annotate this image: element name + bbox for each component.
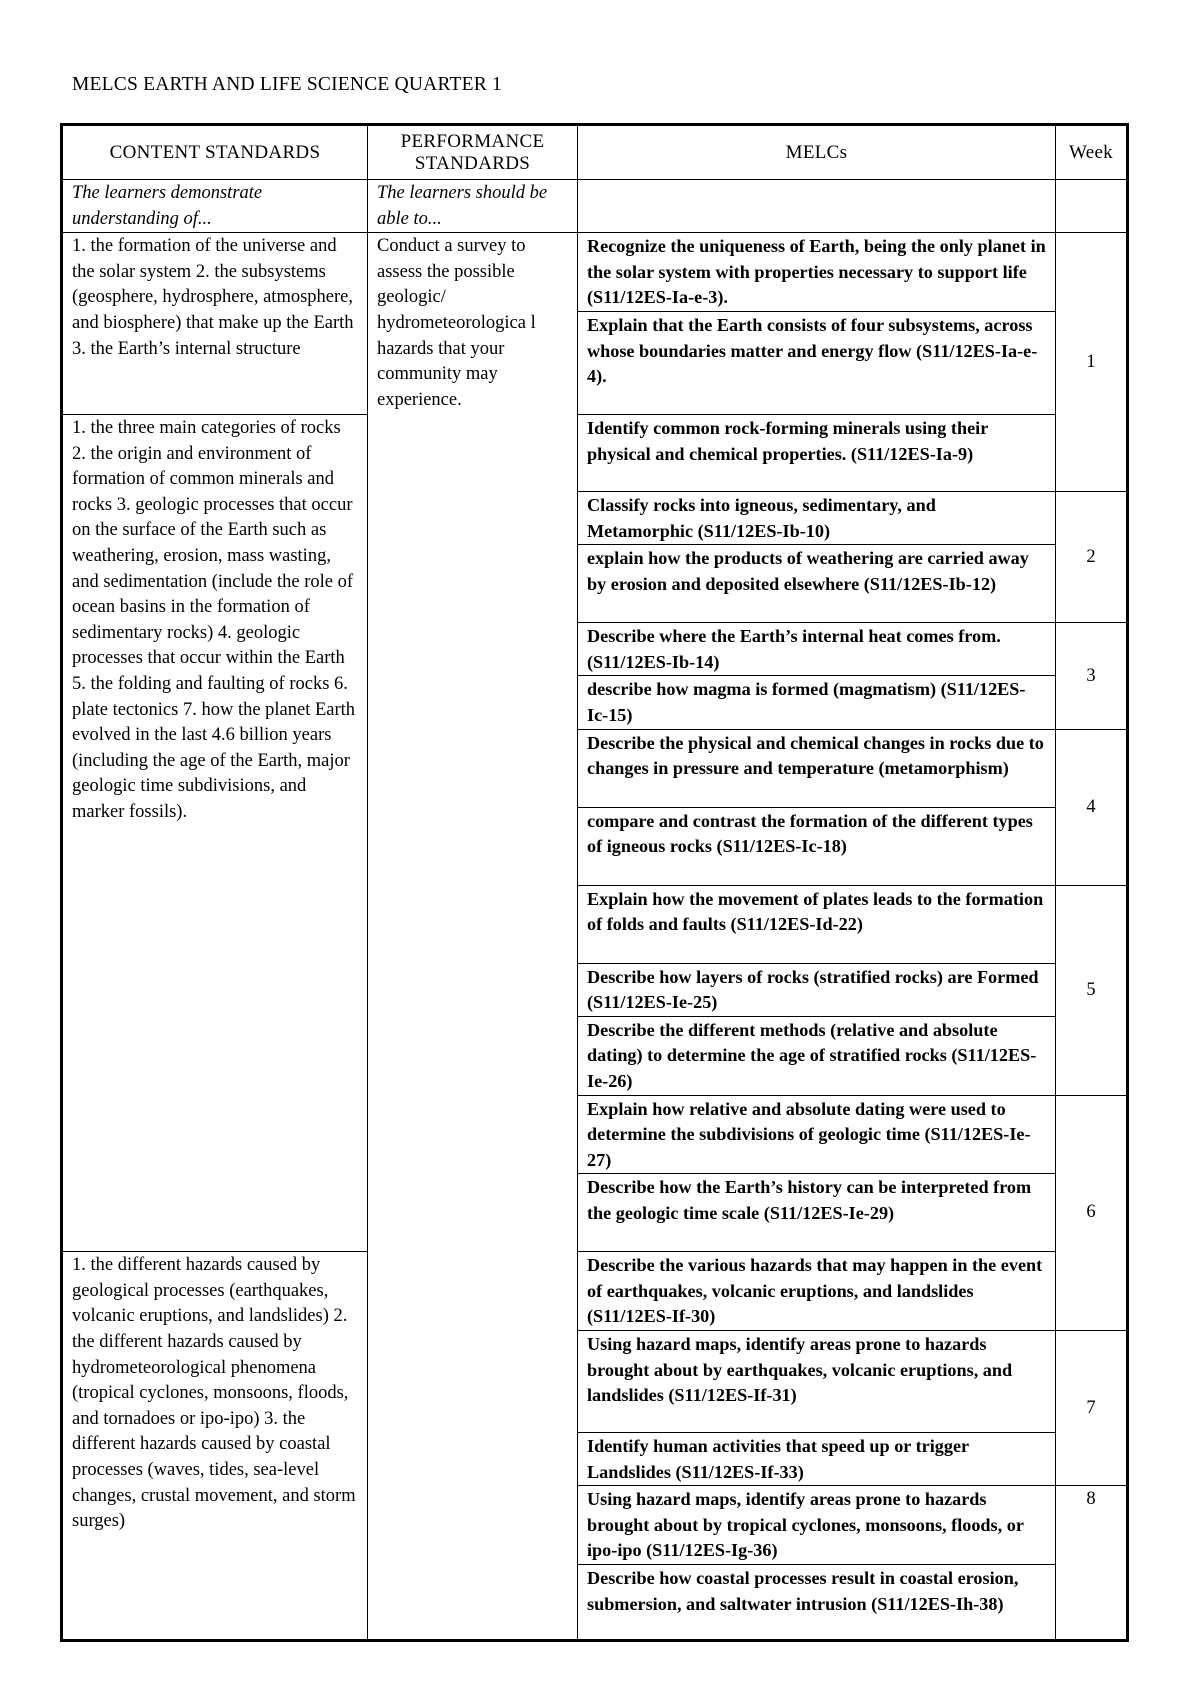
melc-item: Recognize the uniqueness of Earth, being the only planet in the solar system with properties necessary to support life (S11/12ES-Ia-e-3). (578, 233, 1056, 312)
melc-item: Describe how the Earth’s history can be interpreted from the geologic time scale (S11/12ES-Ie-29) (578, 1174, 1056, 1252)
melc-item: Explain how relative and absolute dating were used to determine the subdivisions of geologic time (S11/12ES-Ie-27) (578, 1095, 1056, 1174)
melc-item: Explain that the Earth consists of four subsystems, across whose boundaries matter and energy flow (S11/12ES-Ia-e-4). (578, 311, 1056, 414)
content-intro: The learners demonstrate understanding of... (62, 180, 368, 233)
week-blank (1056, 180, 1128, 233)
melc-item: Using hazard maps, identify areas prone to hazards brought about by earthquakes, volcanic eruptions, and landslides (S11/12ES-If-31) (578, 1331, 1056, 1433)
content-standard-1: 1. the formation of the universe and the solar system 2. the subsystems (geosphere, hydrosphere, atmosphere, and biosphere) that make up the Earth 3. the Earth’s internal structure (62, 233, 368, 415)
content-standard-3: 1. the different hazards caused by geological processes (earthquakes, volcanic eruptions, and landslides) 2. the different hazards caused by hydrometeorological phenomena (tropical cyclones, monsoons, floods, and tornadoes or ipo-ipo) 3. the different hazards caused by coastal processes (waves, tides, sea-level changes, crustal movement, and storm surges) (62, 1252, 368, 1641)
melc-item: Describe how layers of rocks (stratified rocks) are Formed (S11/12ES-Ie-25) (578, 963, 1056, 1016)
week-cell: 8 (1056, 1486, 1128, 1641)
melcs-table (60, 123, 1129, 1642)
melc-item: Describe the different methods (relative and absolute dating) to determine the age of stratified rocks (S11/12ES-Ie-26) (578, 1016, 1056, 1095)
performance-standard: Conduct a survey to assess the possible geologic/ hydrometeorologica l hazards that your community may experience. (368, 233, 578, 1641)
week-cell: 1 (1056, 233, 1128, 492)
header-melcs: MELCs (578, 125, 1056, 180)
melc-item: Describe the physical and chemical changes in rocks due to changes in pressure and temperature (metamorphism) (578, 729, 1056, 807)
week-cell: 3 (1056, 623, 1128, 729)
week-cell: 5 (1056, 885, 1128, 1095)
week-cell: 4 (1056, 729, 1128, 885)
melc-item: describe how magma is formed (magmatism) (S11/12ES-Ic-15) (578, 676, 1056, 729)
header-content-standards: CONTENT STANDARDS (62, 125, 368, 180)
melc-item: Explain how the movement of plates leads to the formation of folds and faults (S11/12ES-Id-22) (578, 885, 1056, 963)
header-performance-standards: PERFORMANCE STANDARDS (368, 125, 578, 180)
performance-intro: The learners should be able to... (368, 180, 578, 233)
header-week: Week (1056, 125, 1128, 180)
content-standard-2: 1. the three main categories of rocks 2. the origin and environment of formation of common minerals and rocks 3. geologic processes that occur on the surface of the Earth such as weathering, erosion, mass wasting, and sedimentation (include the role of ocean basins in the formation of sedimentary rocks) 4. geologic processes that occur within the Earth 5. the folding and faulting of rocks 6. plate tectonics 7. how the planet Earth evolved in the last 4.6 billion years (including the age of the Earth, major geologic time subdivisions, and marker fossils). (62, 414, 368, 1251)
melc-item: Identify human activities that speed up or trigger Landslides (S11/12ES-If-33) (578, 1433, 1056, 1486)
melc-item: explain how the products of weathering are carried away by erosion and deposited elsewhere (S11/12ES-Ib-12) (578, 545, 1056, 623)
melc-item: Identify common rock-forming minerals using their physical and chemical properties. (S11/12ES-Ia-9) (578, 414, 1056, 491)
week-cell: 7 (1056, 1331, 1128, 1486)
melc-item: Using hazard maps, identify areas prone to hazards brought about by tropical cyclones, monsoons, floods, or ipo-ipo (S11/12ES-Ig-36) (578, 1486, 1056, 1565)
melc-item: Describe the various hazards that may happen in the event of earthquakes, volcanic eruptions, and landslides (S11/12ES-If-30) (578, 1252, 1056, 1331)
melc-item: compare and contrast the formation of the different types of igneous rocks (S11/12ES-Ic-18) (578, 807, 1056, 885)
week-cell: 6 (1056, 1095, 1128, 1331)
melc-item: Classify rocks into igneous, sedimentary, and Metamorphic (S11/12ES-Ib-10) (578, 491, 1056, 544)
melc-item: Describe how coastal processes result in coastal erosion, submersion, and saltwater intrusion (S11/12ES-Ih-38) (578, 1565, 1056, 1641)
week-cell: 2 (1056, 491, 1128, 622)
document-title: MELCS EARTH AND LIFE SCIENCE QUARTER 1 (72, 74, 502, 95)
melc-blank (578, 180, 1056, 233)
melc-item: Describe where the Earth’s internal heat comes from. (S11/12ES-Ib-14) (578, 623, 1056, 676)
